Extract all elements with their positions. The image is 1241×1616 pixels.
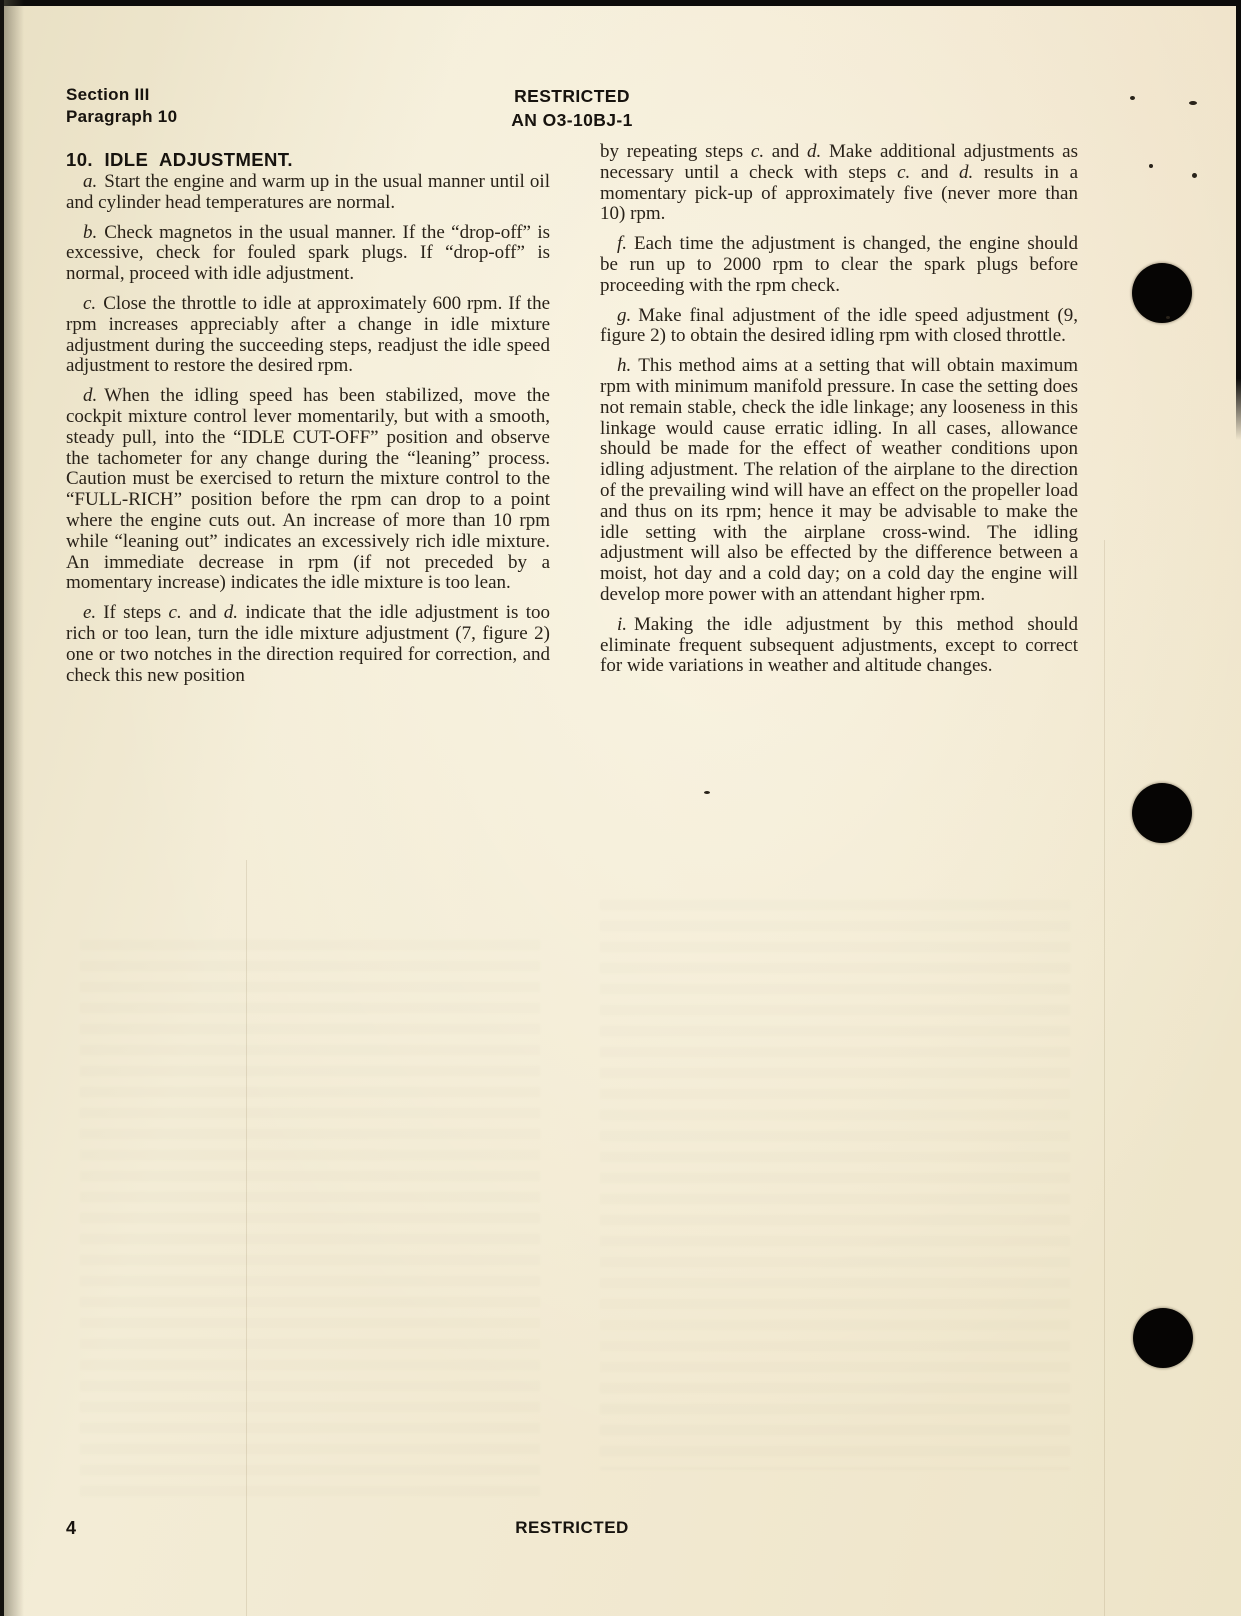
paragraph-marker: d. [83,385,98,407]
ink-speck [1192,173,1197,178]
paragraph-text: This method aims at a setting that will obtain maximum rpm with minimum manifold pressure. In case the setting does not remain stable, check the idle linkage; any looseness in this linkage would cause erratic idling. In all cases, allowance should be made for the effect of weather conditions upon idling adjustment. The relation of the airplane to the direction of the prevailing wind will have an effect on the propeller load and thus on its rpm; hence it may be advisable to make the idle setting with the airplane cross-wind. The idling adjustment will also be effected by the difference between a moist, hot day and a cold day; on a cold day the engine will develop more power with an attendant higher rpm. [600,355,1078,605]
column-left [66,172,550,686]
page-number: 4 [66,1518,77,1538]
paragraph-marker: i. [617,613,628,635]
ink-speck [1130,96,1135,100]
binder-hole-top [1132,263,1192,323]
ink-speck [1189,101,1197,105]
paragraph-f [600,234,1078,296]
paragraph-text: by repeating steps c. and d. Make additional adjustments as necessary until a check with steps c. and d. results in a momentary pick-up of approximately five (never more than 10) rpm. [600,141,1079,225]
scan-edge-right [1236,0,1241,440]
paragraph-text: Close the throttle to idle at approximately 600 rpm. If the rpm increases appreciably after a change in idle mixture adjustment during the succeeding steps, readjust the idle speed adjustment to restore the desired rpm. [66,292,550,377]
paragraph-i [600,615,1078,677]
section-label: Section III [66,85,150,104]
paragraph-text: When the idling speed has been stabilized, move the cockpit mixture control lever momentarily, but with a smooth, steady pull, into the “IDLE CUT-OFF” position and observe the tachometer for any change during the “leaning” process. Caution must be exercised to return the mixture control to the “FULL-RICH” position before the rpm can drop to a point where the engine cuts out. An increase of more than 10 rpm while “leaning out” indicates an excessively rich idle mixture. An immediate decrease in rpm (if not preceded by a momentary increase) indicates the idle mixture is too lean. [66,385,550,594]
column-right [600,142,1078,677]
bleed-through-ghost [600,900,1070,1470]
paragraph-marker: g. [617,304,632,326]
binder-hole-middle [1132,783,1192,843]
paragraph-a [66,172,550,214]
paragraph-text: Check magnetos in the usual manner. If the “drop-off” is excessive, check for fouled spark plugs. If “drop-off” is normal, proceed with idle adjustment. [66,221,550,285]
paragraph-h [600,356,1078,606]
scan-shadow-left [4,0,24,1616]
paragraph-text: If steps c. and d. indicate that the idle adjustment is too rich or too lean, turn the idle mixture adjustment (7, figure 2) one or two notches in the direction required for correction, and check this new position [66,602,551,686]
paragraph-marker: b. [83,221,98,243]
paragraph-g [600,306,1078,348]
binder-hole-bottom [1133,1308,1193,1368]
ink-speck [1149,164,1153,168]
paragraph-b [66,223,550,285]
page-title: 10. IDLE ADJUSTMENT. [66,149,293,170]
paragraph-text: Make final adjustment of the idle speed adjustment (9, figure 2) to obtain the desired idling rpm with closed throttle. [600,304,1078,347]
paragraph-marker: f. [617,233,628,255]
ink-speck [1166,316,1170,319]
paragraph-ref-label: Paragraph 10 [66,107,178,126]
classification-header: RESTRICTED [514,86,630,106]
paragraph-marker: h. [617,355,632,377]
bleed-through-ghost [80,940,540,1500]
paragraph-text: Start the engine and warm up in the usual manner until oil and cylinder head temperatures are normal. [66,171,550,213]
paragraph-marker: a. [83,171,98,192]
paragraph-text: Making the idle adjustment by this method should eliminate frequent subsequent adjustments, except to correct for wide variations in weather and altitude changes. [600,613,1078,677]
classification-footer: RESTRICTED [515,1518,629,1537]
paragraph-text: Each time the adjustment is changed, the engine should be run up to 2000 rpm to clear the spark plugs before proceeding with the rpm check. [600,233,1078,296]
paragraph-marker: e. [83,602,97,624]
paragraph-marker: c. [83,292,97,314]
paragraph-e-continuation [600,142,1078,225]
scan-edge-top [0,0,1241,6]
ink-speck [704,791,710,794]
paragraph-c [66,294,550,377]
paragraph-d [66,386,550,594]
paragraph-e [66,603,550,686]
paper-crease [1104,540,1105,1616]
doc-number: AN O3-10BJ-1 [511,110,633,130]
header-center-block [65,84,1079,132]
